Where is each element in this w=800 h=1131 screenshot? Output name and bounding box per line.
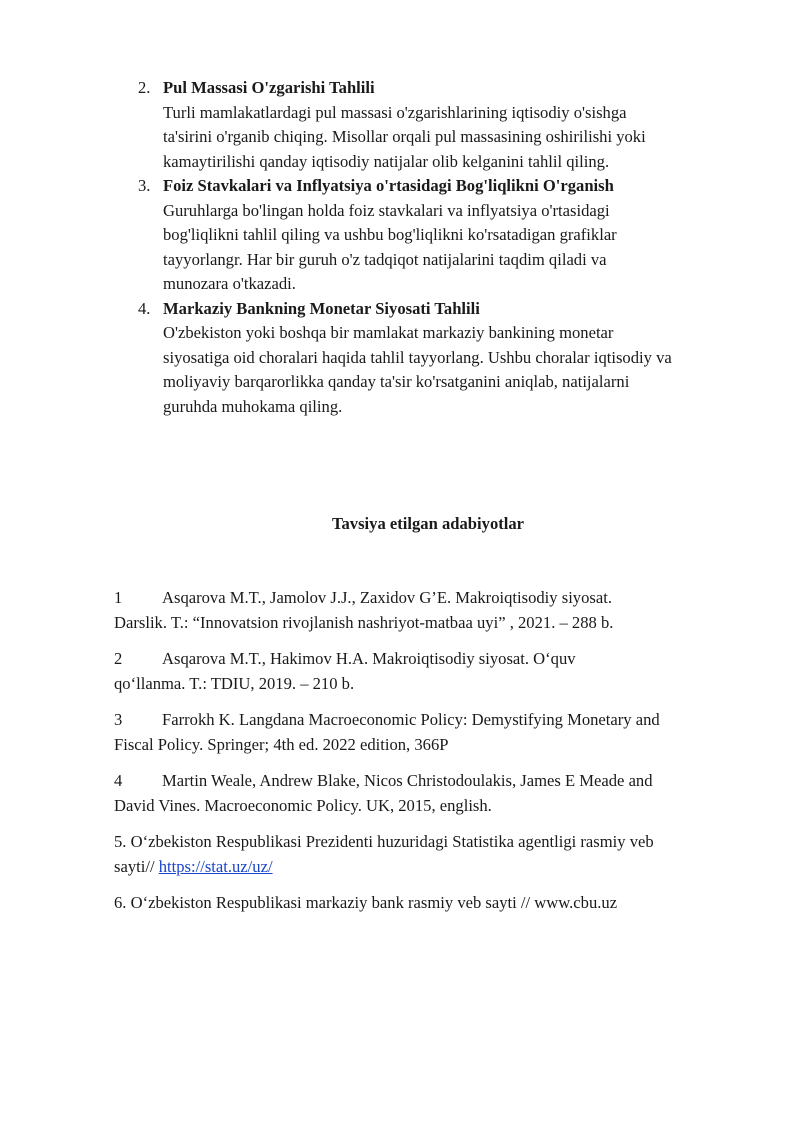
task-item-4 [138,297,758,420]
task-item-2 [138,76,758,174]
task-body-line: Guruhlarga bo'lingan holda foiz stavkalari va inflyatsiya o'rtasidagi [163,200,610,220]
reference-number: 3 [114,710,123,729]
reference-number: 4 [114,771,123,790]
reference-list [114,586,744,928]
task-body-line: siyosatiga oid choralari haqida tahlil tayyorlang. Ushbu choralar iqtisodiy va [163,347,672,367]
reference-text: 5. O‘zbekiston Respublikasi Prezidenti huzuridagi Statistika agentligi rasmiy veb [114,832,654,851]
task-body-line: ta'sirini o'rganib chiqing. Misollar orqali pul massasining oshirilishi yoki [163,127,646,146]
reference-text: Darslik. T.: “Innovatsion rivojlanish nashriyot-matbaa uyi” , 2021. – 288 b. [114,612,614,632]
reference-number: 2 [114,649,123,668]
task-number: 2. [138,78,151,97]
references-heading: Tavsiya etilgan adabiyotlar [331,514,525,533]
reference-number: 1 [114,588,123,607]
task-body-line: moliyaviy barqarorlikka qanday ta'sir ko'rsatganini aniqlab, natijalarni [163,372,630,391]
reference-text: sayti// [114,856,159,876]
reference-item-1 [114,586,744,635]
task-body-line: Turli mamlakatlardagi pul massasi o'zgarishlarining iqtisodiy o'sishga [163,102,627,122]
task-body-line: bog'liqlikni tahlil qiling va ushbu bog'liqlikni ko'rsatadigan grafiklar [163,225,617,244]
task-body-line: kamaytirilishi qanday iqtisodiy natijalar olib kelganini tahlil qiling. [163,151,610,171]
task-body-line: tayyorlangr. Har bir guruh o'z tadqiqot natijalarini taqdim qiladi va [163,249,607,269]
reference-text: Asqarova M.T., Hakimov H.A. Makroiqtisodiy siyosat. O‘quv [162,649,576,668]
reference-item-2 [114,647,744,696]
reference-text: David Vines. Macroeconomic Policy. UK, 2015, english. [114,795,492,815]
task-body-line: guruhda muhokama qiling. [163,396,343,416]
reference-item-4 [114,769,744,818]
task-title: Pul Massasi O'zgarishi Tahlili [163,78,375,97]
task-number: 4. [138,298,151,318]
reference-text: Farrokh K. Langdana Macroeconomic Policy: Demystifying Monetary and [162,710,660,729]
task-body-line: munozara o'tkazadi. [163,274,296,293]
reference-text: Fiscal Policy. Springer; 4th ed. 2022 edition, 366P [114,734,449,754]
task-body-line: O'zbekiston yoki boshqa bir mamlakat markaziy bankining monetar [163,323,614,342]
task-list [138,76,758,419]
task-title: Markaziy Bankning Monetar Siyosati Tahlili [163,298,480,318]
reference-text: Martin Weale, Andrew Blake, Nicos Christodoulakis, James E Meade and [162,771,653,790]
reference-item-5 [114,830,744,879]
stat-uz-link[interactable]: https://stat.uz/uz/ [158,856,273,876]
reference-item-6 [114,891,744,916]
reference-item-3 [114,708,744,757]
reference-text: qo‘llanma. T.: TDIU, 2019. – 210 b. [114,673,355,693]
task-number: 3. [138,176,151,195]
reference-text: Asqarova M.T., Jamolov J.J., Zaxidov G’E. Makroiqtisodiy siyosat. [162,588,612,607]
task-item-3 [138,174,758,297]
reference-text: 6. O‘zbekiston Respublikasi markaziy bank rasmiy veb sayti // www.cbu.uz [114,893,618,912]
task-title: Foiz Stavkalari va Inflyatsiya o'rtasidagi Bog'liqlikni O'rganish [163,176,614,195]
